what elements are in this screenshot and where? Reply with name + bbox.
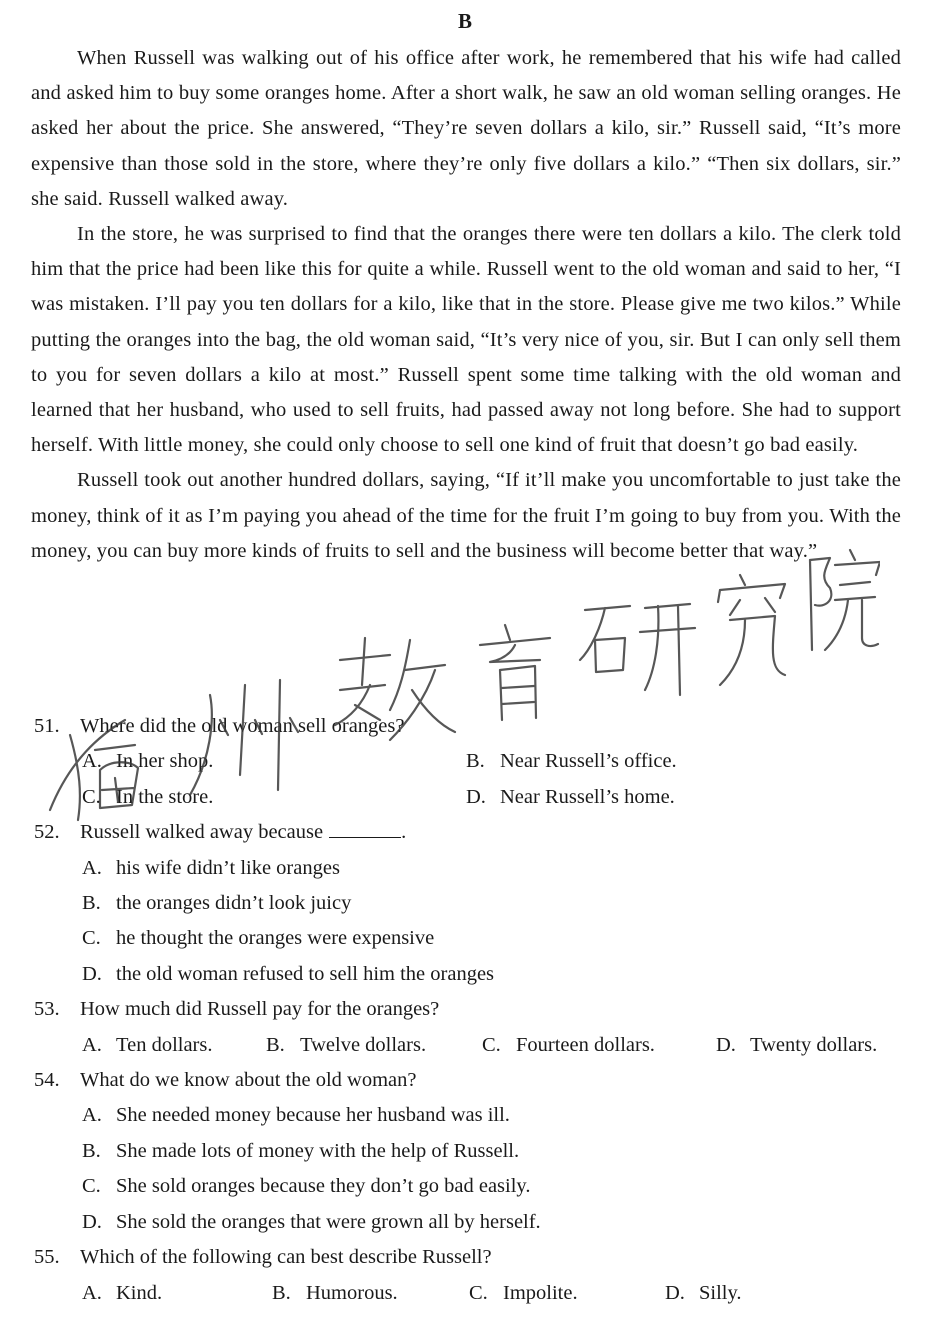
passage-paragraph: When Russell was walking out of his office after work, he remembered that his wife had called and asked him to buy some oranges home. After a short walk, he saw an old woman selling oranges. He asked her about the price. She answered, “They’re seven dollars a kilo, sir.” Russell said, “It’s more expensive than those sold in the store, where they’re only five dollars a kilo.” “Then six dollars, sir.” she said. Russell walked away. [31, 47, 901, 210]
question-54 [34, 1063, 900, 1240]
section-heading: B [457, 9, 472, 33]
question-number: 52. [34, 821, 60, 844]
option-d[interactable]: D. Twenty dollars. [716, 1033, 878, 1056]
question-stem: What do we know about the old woman? [80, 1069, 417, 1092]
option-c[interactable]: C. She sold oranges because they don’t go bad easily. [82, 1175, 531, 1198]
option-d[interactable]: D. She sold the oranges that were grown all by herself. [82, 1210, 541, 1233]
question-number: 55. [34, 1246, 60, 1269]
question-52 [34, 815, 900, 992]
option-a[interactable]: A. his wife didn’t like oranges [82, 856, 340, 879]
question-stem: Which of the following can best describe Russell? [80, 1246, 492, 1269]
option-c[interactable]: C. Impolite. [469, 1281, 578, 1304]
question-number: 54. [34, 1069, 60, 1092]
option-c[interactable]: C. he thought the oranges were expensive [82, 927, 435, 950]
question-stem: Where did the old woman sell oranges? [80, 715, 405, 737]
option-b[interactable]: B. Twelve dollars. [266, 1033, 427, 1056]
option-a[interactable]: A. Kind. [82, 1281, 163, 1304]
option-d[interactable]: D. Near Russell’s home. [466, 785, 675, 808]
option-c[interactable]: C. Fourteen dollars. [482, 1033, 655, 1056]
question-55 [34, 1240, 900, 1311]
reading-passage [31, 41, 901, 569]
question-51 [34, 709, 900, 815]
option-b[interactable]: B. Near Russell’s office. [466, 750, 677, 773]
question-number: 51. [34, 715, 60, 737]
option-a[interactable]: A. In her shop. [82, 750, 214, 773]
passage-paragraph: In the store, he was surprised to find that the oranges there were ten dollars a kilo. The clerk told him that the price had been like this for quite a while. Russell went to the old woman and said to her, “I was mistaken. I’ll pay you ten dollars for a kilo, like that in the store. Please give me two kilos.” While putting the oranges into the bag, the old woman said, “It’s very nice of you, sir. But I can only sell them to you for seven dollars a kilo at most.” Russell spent some time talking with the old woman and learned that her husband, who used to sell fruits, had passed away not long before. She had to support herself. With little money, she could only choose to sell one kind of fruit that doesn’t go bad easily. [31, 223, 901, 457]
option-a[interactable]: A. She needed money because her husband was ill. [82, 1104, 510, 1127]
option-b[interactable]: B. Humorous. [272, 1281, 398, 1304]
option-b[interactable]: B. the oranges didn’t look juicy [82, 892, 352, 915]
question-stem: Russell walked away because [80, 821, 324, 844]
option-a[interactable]: A. Ten dollars. [82, 1033, 213, 1056]
stem-end: . [401, 821, 407, 844]
option-b[interactable]: B. She made lots of money with the help of Russell. [82, 1139, 520, 1162]
question-list [34, 709, 900, 1311]
question-number: 53. [34, 998, 60, 1021]
question-stem: How much did Russell pay for the oranges? [80, 998, 440, 1021]
passage-paragraph: Russell took out another hundred dollars, saying, “If it’ll make you uncomfortable to just take the money, think of it as I’m paying you ahead of the time for the fruit I’m going to buy from you. With the money, you can buy more kinds of fruits to sell and the business will become better that way.” [31, 469, 901, 562]
option-c[interactable]: C. In the store. [82, 785, 214, 808]
answer-blank[interactable] [329, 819, 401, 838]
option-d[interactable]: D. Silly. [665, 1281, 742, 1304]
question-53 [34, 992, 900, 1063]
option-d[interactable]: D. the old woman refused to sell him the oranges [82, 962, 495, 985]
